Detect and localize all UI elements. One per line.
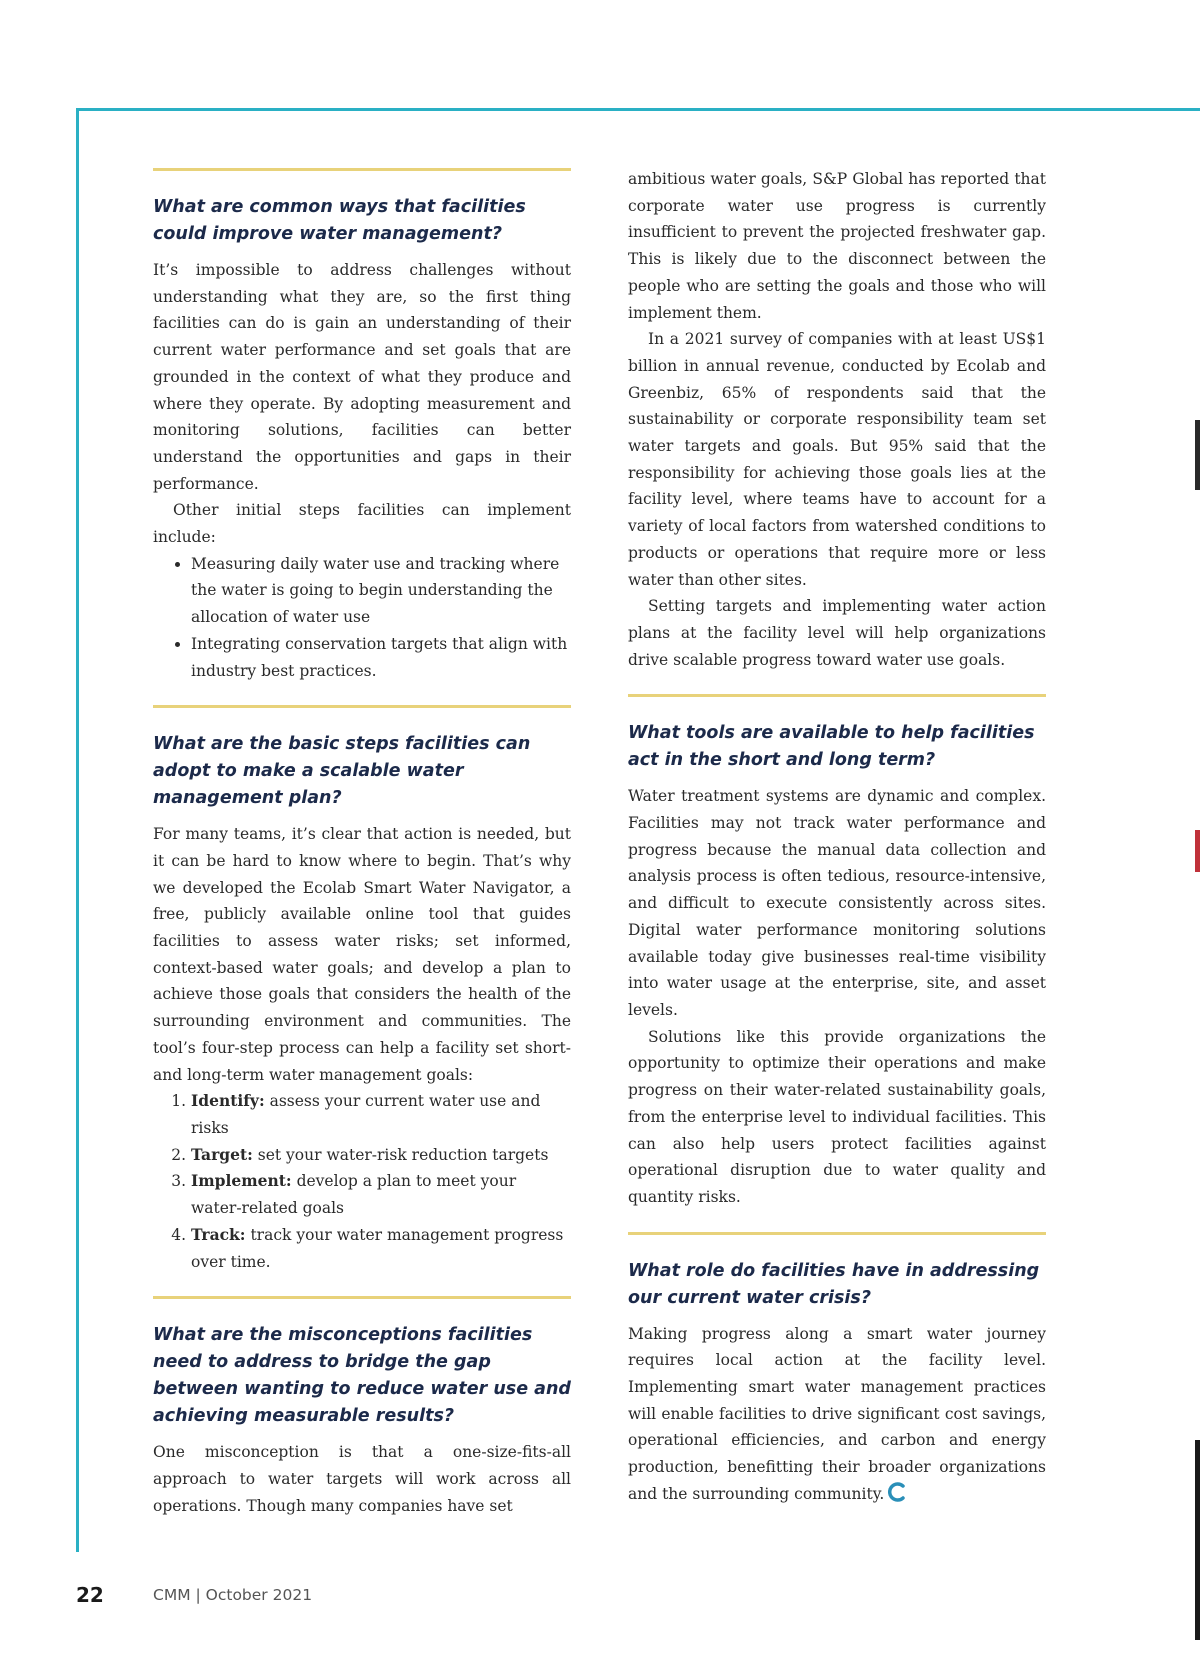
list-item: • Measuring daily water use and tracking where the water is going to begin understanding the allocation of water use [191,551,571,631]
page-edge-mark [1195,420,1200,490]
left-column [153,168,571,1519]
section-heading: What are common ways that facilities could improve water management? [153,197,526,244]
body-paragraph: One misconception is that a one-size-fits-all approach to water targets will work across all operations. Though many companies have set [153,1443,571,1515]
list-item [191,1222,571,1275]
body-paragraph [628,1321,1046,1511]
page-edge-mark [1195,1440,1200,1640]
list-item [191,1142,571,1169]
list-term: Target: [191,1144,253,1164]
body-paragraph: ambitious water goals, S&P Global has reported that corporate water use progress is currently insufficient to prevent the projected freshwater gap. This is likely due to the disconnect between the people who are setting the goals and those who will implement them. [628,170,1046,322]
list-term: Implement: [191,1171,292,1191]
footer-publication: CMM | October 2021 [153,1586,313,1604]
body-paragraph: It’s impossible to address challenges without understanding what they are, so the first thing facilities can do is gain an understanding of their current water performance and set goals that are grounded in the context of what they produce and where they operate. By adopting measurement and monitoring solutions, facilities can better understand the opportunities and gaps in their performance. [153,261,571,493]
list-text: develop a plan to meet your water-related goals [191,1172,517,1218]
body-paragraph: For many teams, it’s clear that action is needed, but it can be hard to know where to begin. That’s why we developed the Ecolab Smart Water Navigator, a free, publicly available online tool that guides facilities to assess water risks; set informed, context-based water goals; and develop a plan to achieve those goals that considers the health of the surrounding environment and communities. The tool’s four-step process can help a facility set short- and long-term water management goals: [153,825,571,1084]
section-heading: What tools are available to help facilities act in the short and long term? [628,723,1035,771]
body-paragraph: In a 2021 survey of companies with at least US$1 billion in annual revenue, conducted by Ecolab and Greenbiz, 65% of respondents said that the sustainability or corporate responsibility team set water targets and goals. But 95% said that the responsibility for achieving those goals lies at the facility level, where teams have to account for a variety of local factors from watershed conditions to products or operations that require more or less water than other sites. [628,330,1046,589]
list-item [191,1088,571,1141]
list-text: track your water management progress over time. [191,1225,564,1271]
section-heading: What are the misconceptions facilities need to address to bridge the gap between wanting to reduce water use and achieving measurable results? [153,1325,571,1427]
list-term: Identify: [191,1091,265,1111]
body-text: Making progress along a smart water journey requires local action at the facility level. Implementing smart water management practices will enable facilities to drive significant cost savings, operational efficiencies, and carbon and energy production, benefitting their broader organizations and the surrounding community. [628,1324,1046,1503]
section-divider [153,705,571,708]
page-frame-top-line [76,108,1200,111]
body-paragraph: Other initial steps facilities can implement include: [153,501,571,547]
numbered-list [153,1088,571,1275]
page-edge-mark [1195,830,1200,872]
list-item: • Integrating conservation targets that align with industry best practices. [191,631,571,684]
list-text: set your water-risk reduction targets [252,1145,549,1164]
section-heading: What role do facilities have in addressing our current water crisis? [628,1260,1040,1308]
section-divider [628,694,1046,697]
body-paragraph: Water treatment systems are dynamic and complex. Facilities may not track water performance and progress because the manual data collection and analysis process is often tedious, resource-intensive, and difficult to execute consistently across sites. Digital water performance monitoring solutions available today give businesses real-time visibility into water usage at the enterprise, site, and asset levels. [628,787,1046,1019]
bullet-list [153,551,571,685]
section-divider [153,1296,571,1299]
section-divider [153,168,571,171]
section-divider [628,1232,1046,1235]
list-item [191,1168,571,1221]
body-paragraph: Setting targets and implementing water action plans at the facility level will help organizations drive scalable progress toward water use goals. [628,597,1046,669]
list-term: Track: [191,1224,246,1244]
body-paragraph: Solutions like this provide organizations the opportunity to optimize their operations and make progress on their water-related sustainability goals, from the enterprise level to individual facilities. This can also help users protect facilities against operational disruption due to water quality and quantity risks. [628,1027,1046,1206]
article-end-icon [888,1482,906,1511]
list-text: assess your current water use and risks [191,1092,541,1137]
right-column [628,166,1046,1511]
page-number: 22 [76,1583,104,1607]
page-frame-left-line [76,108,79,1552]
section-heading: What are the basic steps facilities can adopt to make a scalable water management plan? [153,734,531,809]
